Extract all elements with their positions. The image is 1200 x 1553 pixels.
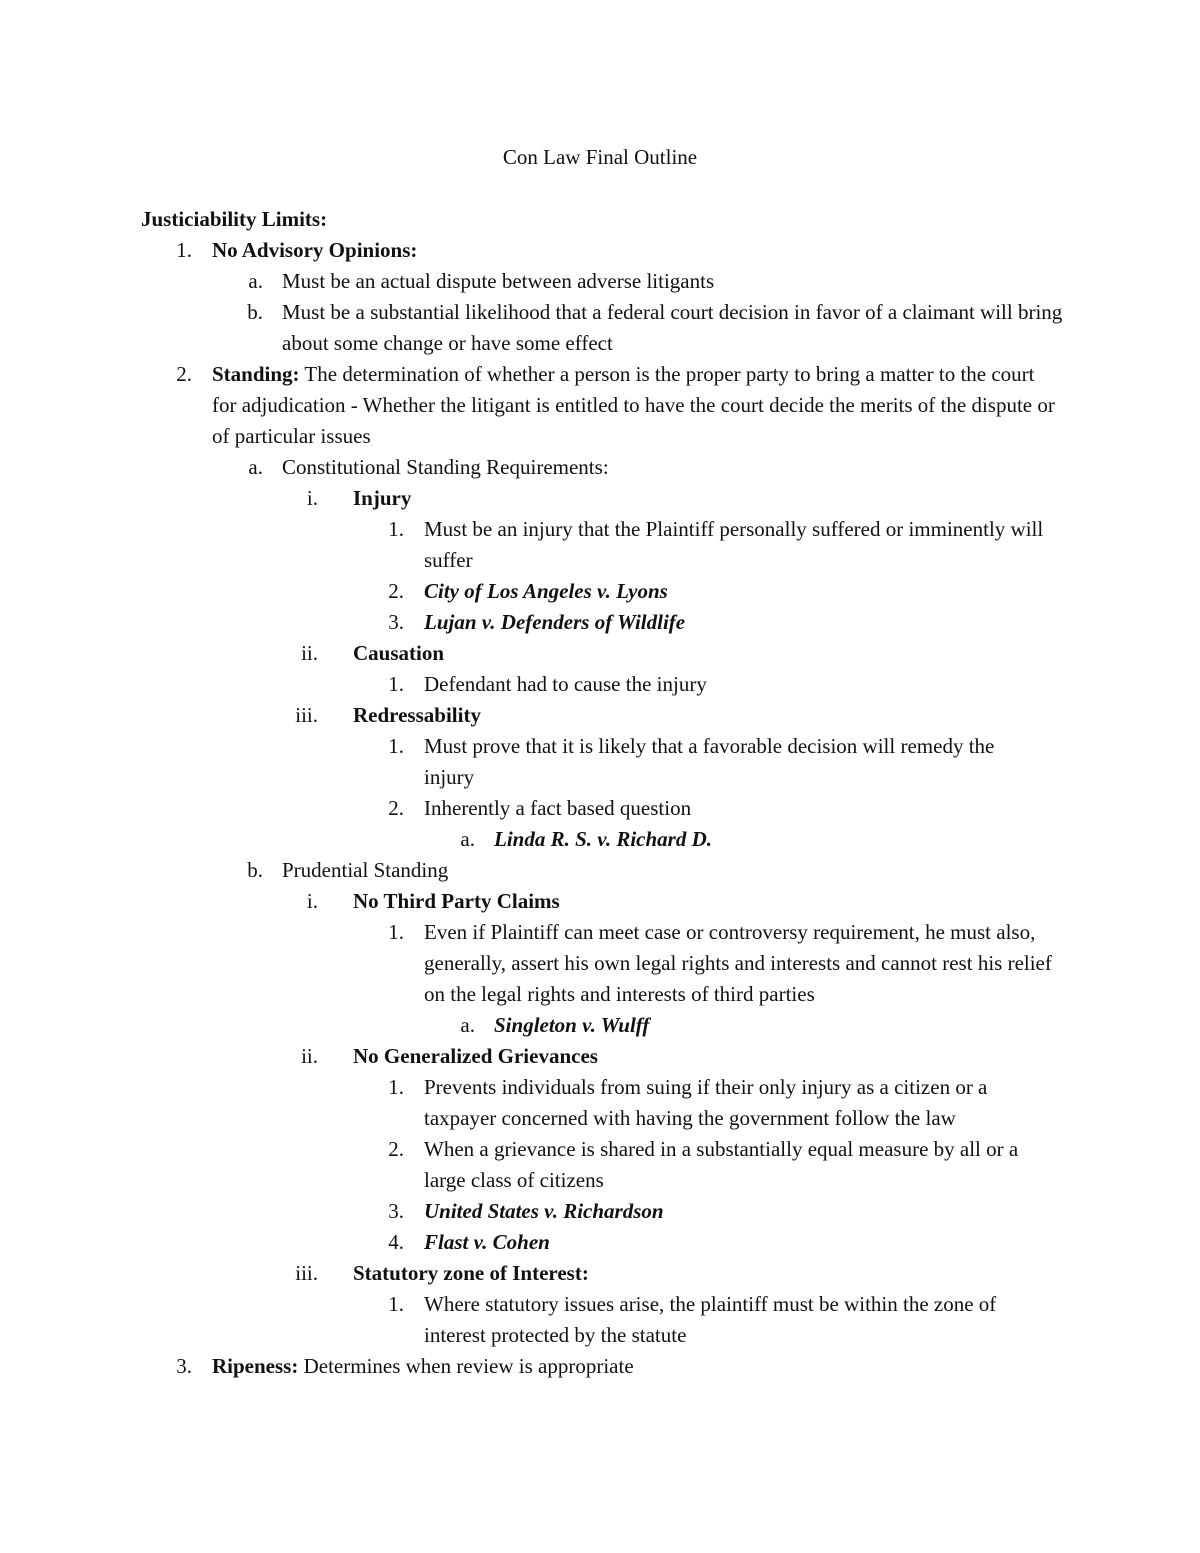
item-text: Even if Plaintiff can meet case or controversy requirement, he must also, generally, assert his own legal rights and interests and cannot rest his relief on the legal rights and interests of third parties: [424, 920, 1052, 1006]
outline-item: [0, 359, 1062, 452]
item-letter: b.: [247, 858, 263, 882]
outline-item: [0, 607, 1044, 638]
item-label: No Advisory Opinions:: [212, 238, 418, 262]
outline-item: [0, 452, 1072, 483]
outline-item: [0, 1041, 1073, 1072]
item-text: The determination of whether a person is the proper party to bring a matter to the court for adjudication - Whether the litigant is entitled to have the court decide the merits of the dispute or of particular issues: [212, 362, 1055, 448]
item-number: 2.: [388, 796, 404, 820]
item-label: Standing:: [212, 362, 300, 386]
item-label: Injury: [353, 486, 412, 510]
outline-item: [0, 1010, 1054, 1041]
outline-item: [0, 1134, 1064, 1196]
item-text: Must prove that it is likely that a favorable decision will remedy the injury: [424, 734, 995, 789]
outline-item: [0, 1289, 1054, 1351]
outline-item: [0, 1227, 1044, 1258]
item-text: Prudential Standing: [282, 858, 449, 882]
outline-item: [0, 576, 1044, 607]
outline-item: [0, 1258, 1073, 1289]
item-text: Defendant had to cause the injury: [424, 672, 707, 696]
outline-item: [0, 824, 1054, 855]
item-text: When a grievance is shared in a substantially equal measure by all or a large class of citizens: [424, 1137, 1019, 1192]
item-number: 2.: [388, 579, 404, 603]
outline-item: [0, 297, 1072, 359]
item-roman: iii.: [295, 703, 318, 727]
section-heading: Justiciability Limits:: [141, 207, 328, 231]
outline-item: [0, 700, 1073, 731]
item-label: No Third Party Claims: [353, 889, 560, 913]
item-letter: b.: [247, 300, 263, 324]
item-letter: a.: [460, 1013, 475, 1037]
item-number: 1.: [388, 1292, 404, 1316]
item-label: No Generalized Grievances: [353, 1044, 598, 1068]
case-name: Lujan v. Defenders of Wildlife: [424, 610, 686, 634]
item-number: 1.: [388, 920, 404, 944]
case-name: Flast v. Cohen: [424, 1230, 550, 1254]
item-label: Statutory zone of Interest:: [353, 1261, 589, 1285]
item-letter: a.: [248, 455, 263, 479]
outline-item: [0, 1072, 1064, 1134]
outline-item: [0, 855, 1072, 886]
outline-item: [0, 483, 1073, 514]
item-number: 2.: [176, 362, 192, 386]
item-number: 2.: [388, 1137, 404, 1161]
outline-item: [0, 917, 1064, 1010]
item-text: Inherently a fact based question: [424, 796, 692, 820]
item-number: 3.: [176, 1354, 192, 1378]
item-roman: i.: [306, 889, 318, 913]
item-text: Determines when review is appropriate: [298, 1354, 634, 1378]
outline-item: [0, 669, 1044, 700]
item-number: 3.: [388, 1199, 404, 1223]
item-number: 1.: [388, 672, 404, 696]
item-letter: a.: [460, 827, 475, 851]
outline-item: [0, 638, 1073, 669]
case-name: City of Los Angeles v. Lyons: [424, 579, 668, 603]
item-roman: ii.: [301, 1044, 318, 1068]
item-number: 3.: [388, 610, 404, 634]
outline-item: [0, 886, 1073, 917]
outline-item: [0, 1351, 1062, 1382]
case-name: United States v. Richardson: [424, 1199, 664, 1223]
outline: [0, 235, 1200, 1382]
item-text: Constitutional Standing Requirements:: [282, 455, 609, 479]
item-text: Prevents individuals from suing if their only injury as a citizen or a taxpayer concerned with having the government follow the law: [424, 1075, 988, 1130]
item-label: Causation: [353, 641, 445, 665]
document-title: Con Law Final Outline: [502, 145, 698, 169]
item-number: 1.: [388, 734, 404, 758]
item-label: Redressability: [353, 703, 481, 727]
outline-item: [0, 514, 1044, 576]
item-number: 4.: [388, 1230, 404, 1254]
item-label: Ripeness:: [212, 1354, 299, 1378]
outline-item: [0, 266, 1072, 297]
item-roman: ii.: [301, 641, 318, 665]
item-letter: a.: [248, 269, 263, 293]
outline-item: [0, 235, 1062, 266]
item-text: Must be a substantial likelihood that a federal court decision in favor of a claimant will bring about some change or have some effect: [282, 300, 1063, 355]
item-number: 1.: [388, 1075, 404, 1099]
outline-item: [0, 1196, 1044, 1227]
case-name: Singleton v. Wulff: [494, 1013, 650, 1037]
outline-item: [0, 731, 1044, 793]
item-text: Must be an injury that the Plaintiff personally suffered or imminently will suffer: [424, 517, 1044, 572]
item-roman: i.: [306, 486, 318, 510]
item-number: 1.: [176, 238, 192, 262]
outline-item: [0, 793, 1044, 824]
case-name: Linda R. S. v. Richard D.: [494, 827, 712, 851]
item-number: 1.: [388, 517, 404, 541]
item-text: Must be an actual dispute between adverse litigants: [282, 269, 715, 293]
item-text: Where statutory issues arise, the plaintiff must be within the zone of interest protected by the statute: [424, 1292, 997, 1347]
item-roman: iii.: [295, 1261, 318, 1285]
